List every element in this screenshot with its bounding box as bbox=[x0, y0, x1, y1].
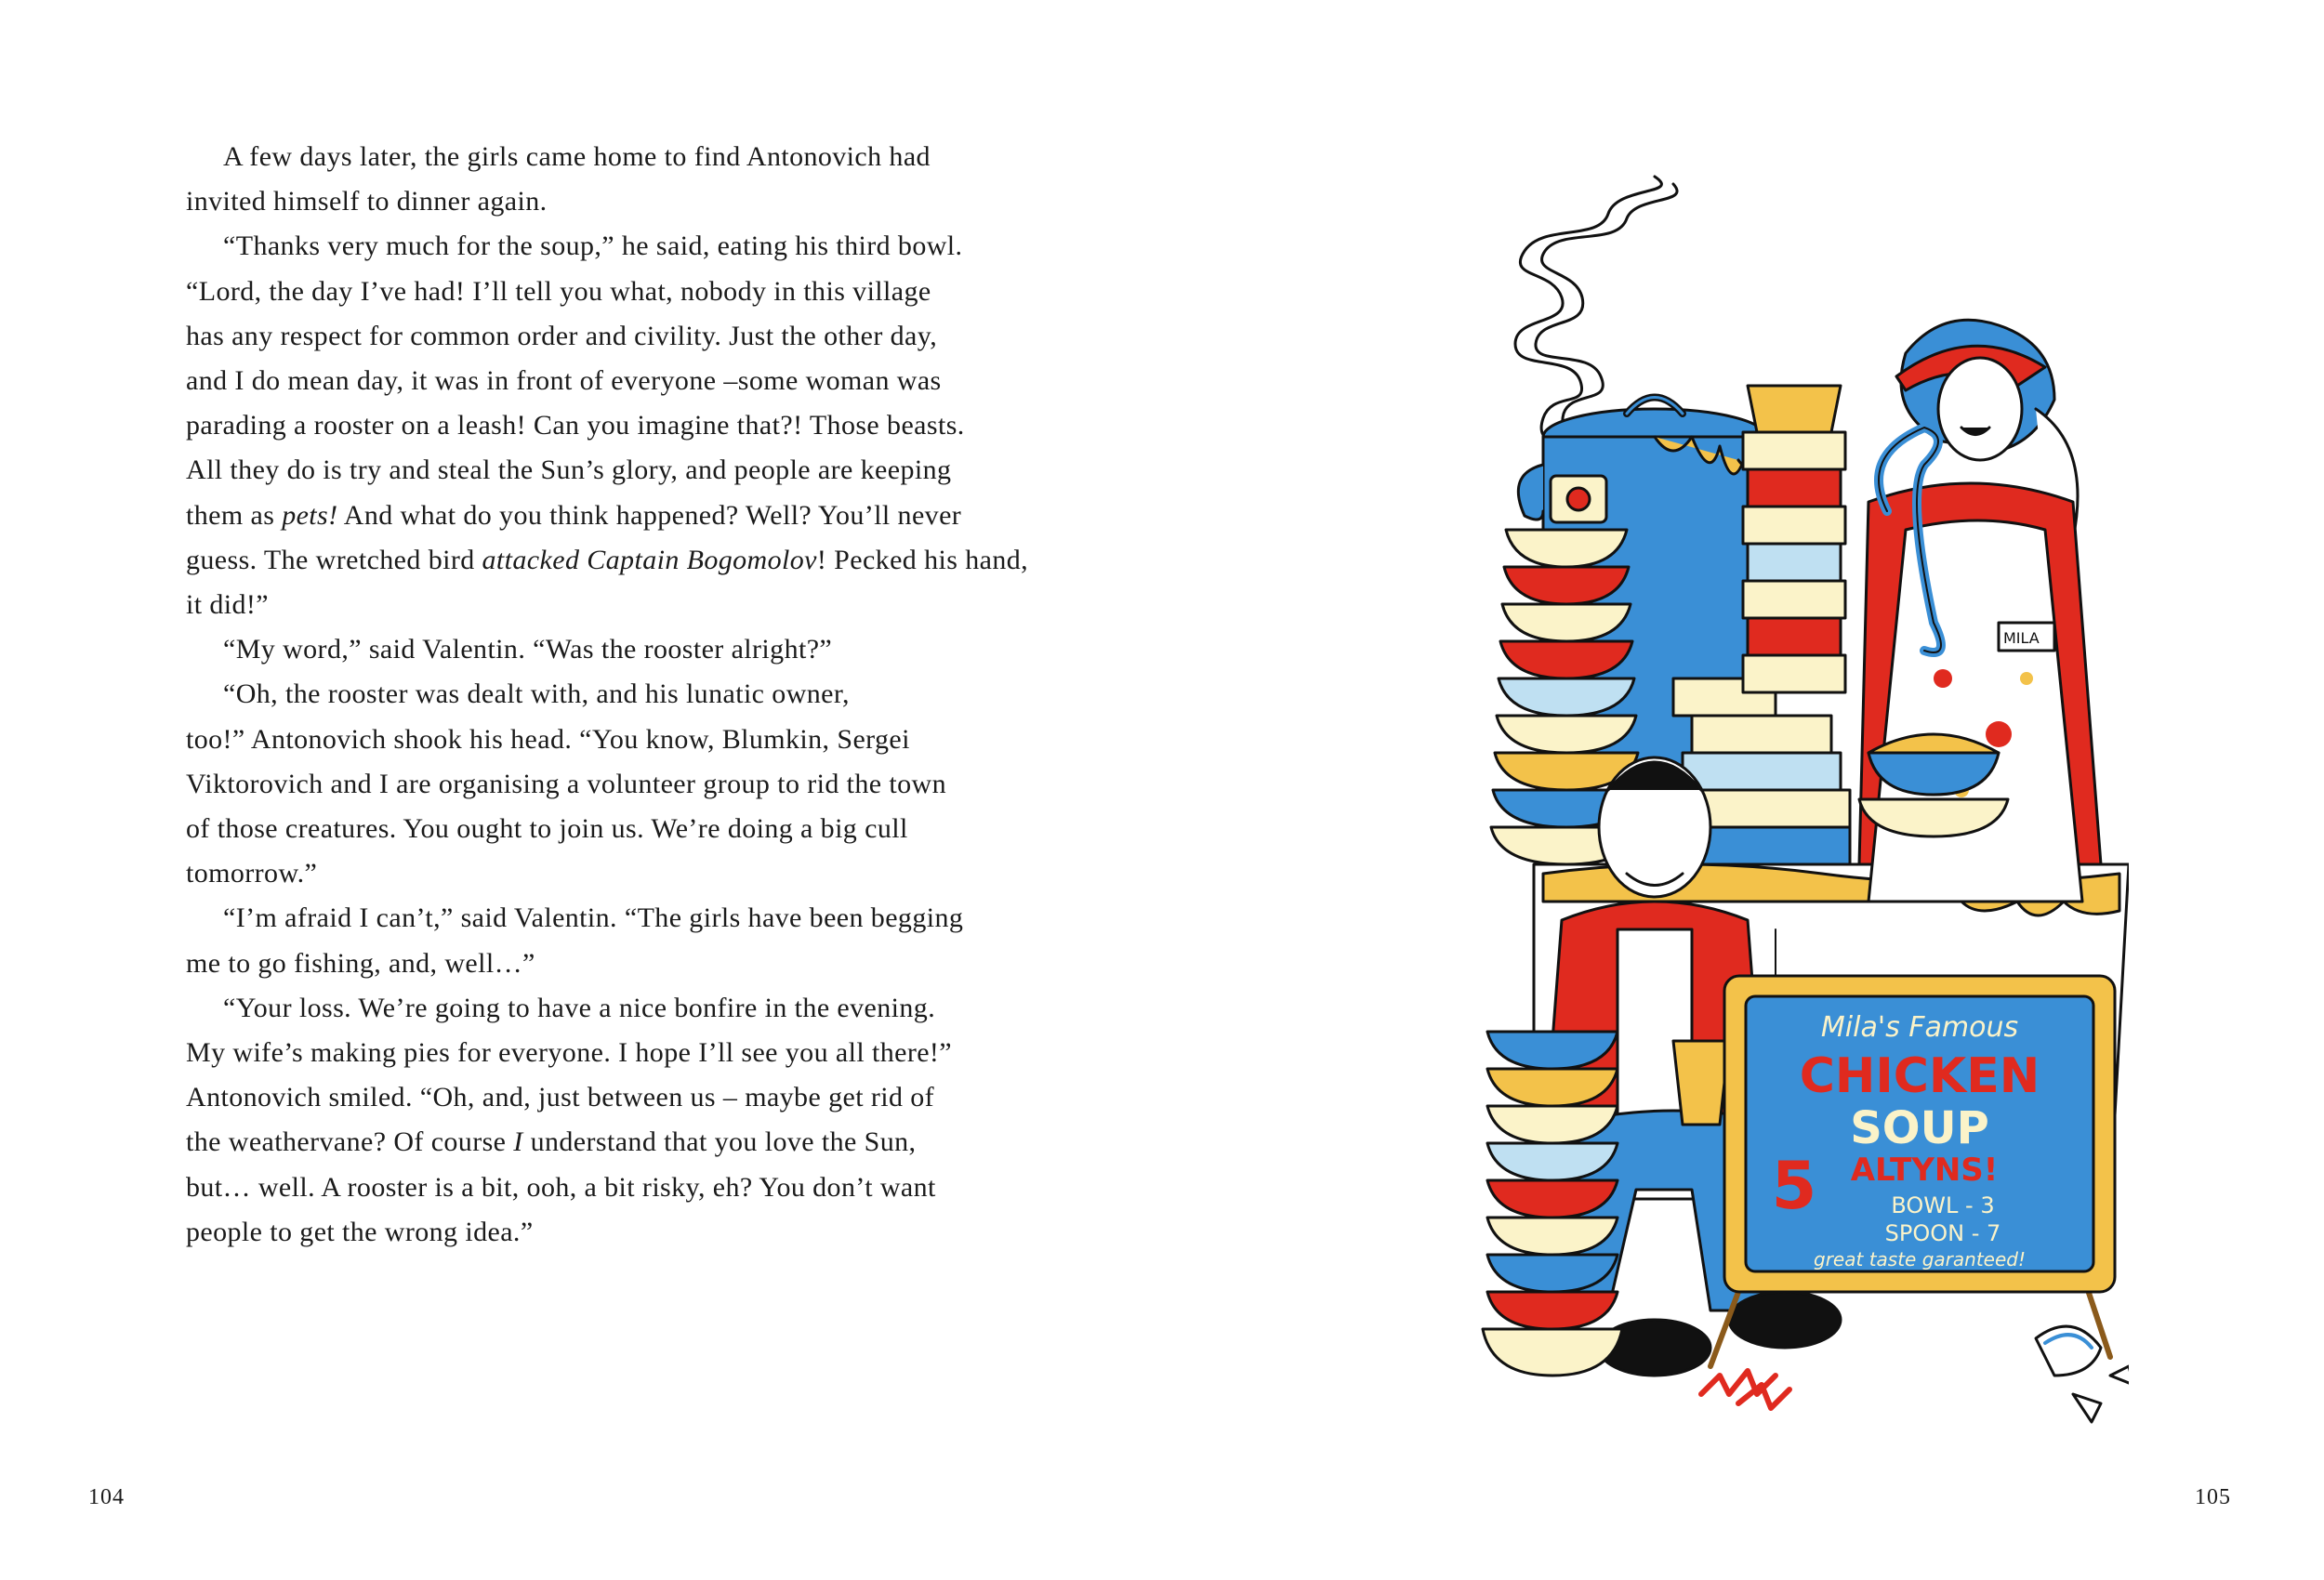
text-run: “Thanks very much for the soup,” he said, eating his third bowl. bbox=[223, 230, 963, 262]
text-line bbox=[186, 403, 1041, 448]
text-run: but… well. A rooster is a bit, ooh, a bit risky, eh? You don’t want bbox=[186, 1171, 936, 1203]
bowl-stack-bottom bbox=[1483, 1032, 1622, 1376]
text-run: it did!” bbox=[186, 589, 270, 621]
page-number-left: 104 bbox=[88, 1485, 125, 1509]
text-run: understand that you love the Sun, bbox=[522, 1126, 917, 1158]
text-run: attacked Captain Bogomolov bbox=[482, 544, 817, 575]
text-run: And what do you think happened? Well? You’ll never bbox=[337, 499, 962, 531]
text-line bbox=[186, 179, 1041, 224]
text-run: pets! bbox=[282, 499, 338, 531]
text-run: “Lord, the day I’ve had! I’ll tell you what, nobody in this village bbox=[186, 275, 931, 307]
text-run: “Oh, the rooster was dealt with, and his lunatic owner, bbox=[223, 678, 850, 710]
text-run: has any respect for common order and civility. Just the other day, bbox=[186, 320, 938, 351]
text-run: too!” Antonovich shook his head. “You know, Blumkin, Sergei bbox=[186, 723, 910, 755]
text-line bbox=[186, 135, 1041, 179]
name-tag-label: MILA bbox=[2003, 629, 2040, 647]
text-run: Antonovich smiled. “Oh, and, just between us – maybe get rid of bbox=[186, 1082, 935, 1113]
text-run: My wife’s making pies for everyone. I hope I’ll see you all there!” bbox=[186, 1037, 953, 1069]
text-line bbox=[186, 718, 1041, 762]
right-page bbox=[1162, 0, 2324, 1580]
text-run: and I do mean day, it was in front of everyone –some woman was bbox=[186, 365, 942, 397]
text-line bbox=[186, 270, 1041, 314]
chicken-feet bbox=[1701, 1371, 1789, 1408]
text-run: I bbox=[513, 1126, 523, 1158]
text-line bbox=[186, 672, 1041, 717]
text-line bbox=[186, 359, 1041, 403]
text-line bbox=[186, 762, 1041, 807]
text-line bbox=[186, 1075, 1041, 1120]
text-run: ! Pecked his hand, bbox=[816, 544, 1029, 575]
text-line bbox=[186, 986, 1041, 1031]
text-line bbox=[186, 583, 1041, 627]
sign-line-2: CHICKEN bbox=[1799, 1048, 2040, 1104]
text-line bbox=[186, 1120, 1041, 1165]
text-line bbox=[186, 224, 1041, 269]
text-run: “My word,” said Valentin. “Was the rooster alright?” bbox=[223, 634, 833, 665]
text-line bbox=[186, 1165, 1041, 1210]
text-line bbox=[186, 1031, 1041, 1075]
text-line bbox=[186, 851, 1041, 896]
sign-price-number: 5 bbox=[1771, 1148, 1817, 1224]
text-run: “Your loss. We’re going to have a nice bonfire in the evening. bbox=[223, 992, 936, 1023]
sign-line-3: SOUP bbox=[1850, 1102, 1989, 1154]
sign-price-unit: ALTYNS! bbox=[1850, 1152, 1999, 1189]
text-run: tomorrow.” bbox=[186, 858, 318, 889]
text-run: Viktorovich and I are organising a volunteer group to rid the town bbox=[186, 768, 947, 799]
text-line bbox=[186, 314, 1041, 359]
text-run: parading a rooster on a leash! Can you imagine that?! Those beasts. bbox=[186, 410, 965, 441]
text-line bbox=[186, 538, 1041, 583]
text-run: of those creatures. You ought to join us. We’re doing a big cull bbox=[186, 813, 908, 845]
text-line bbox=[186, 627, 1041, 672]
text-line bbox=[186, 941, 1041, 986]
page-number-right: 105 bbox=[2195, 1485, 2231, 1509]
text-run: All they do is try and steal the Sun’s glory, and people are keeping bbox=[186, 454, 952, 486]
text-line bbox=[186, 494, 1041, 538]
body-text bbox=[186, 135, 1041, 1255]
sign-item-2: SPOON - 7 bbox=[1884, 1220, 2001, 1246]
text-run: invited himself to dinner again. bbox=[186, 186, 548, 217]
text-run: people to get the wrong idea.” bbox=[186, 1216, 534, 1247]
text-run: the weathervane? Of course bbox=[186, 1126, 514, 1158]
text-line bbox=[186, 1210, 1041, 1255]
broken-bowl bbox=[2036, 1326, 2129, 1422]
text-run: them as bbox=[186, 499, 283, 531]
text-line bbox=[186, 448, 1041, 493]
text-run: me to go fishing, and, well…” bbox=[186, 947, 535, 979]
text-line bbox=[186, 807, 1041, 851]
soup-stall-illustration bbox=[1348, 158, 2129, 1478]
sign-line-1: Mila's Famous bbox=[1820, 1011, 2019, 1044]
text-line bbox=[186, 896, 1041, 941]
text-run: “I’m afraid I can’t,” said Valentin. “The girls have been begging bbox=[223, 902, 964, 934]
text-run: guess. The wretched bird bbox=[186, 544, 482, 575]
sign-item-1: BOWL - 3 bbox=[1891, 1192, 1995, 1218]
text-run: A few days later, the girls came home to find Antonovich had bbox=[223, 141, 931, 172]
bowl-stack-right bbox=[1743, 386, 1845, 692]
sign-tagline: great taste garanteed! bbox=[1814, 1248, 2026, 1271]
